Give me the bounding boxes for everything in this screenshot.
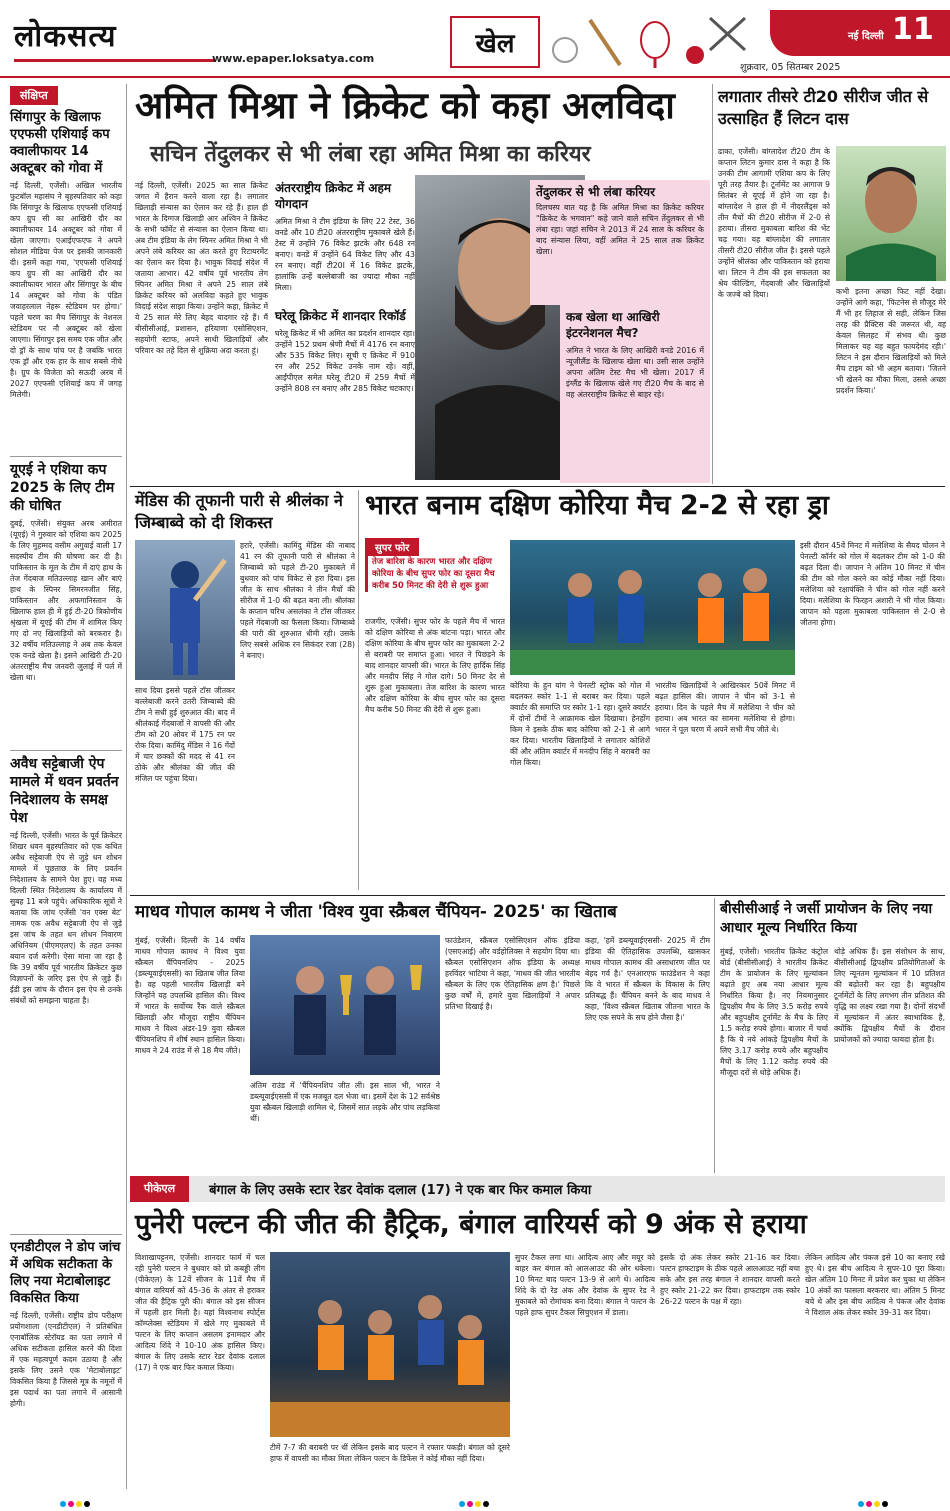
lead-box-international [275, 180, 415, 480]
issue-date: शुक्रवार, 05 सितम्बर 2025 [740, 62, 841, 73]
pkl-body-5: लेकिन आदित्य और पंकज इसे 10 का बनाए रखे हुए थे। इस बीच आदित्य ने सुपर-10 पूरा किया। खेल अंतिम 10 मिनट में प्रवेश कर चुका था लेकिन 10 अंकों का फासला बरकरार था। अंतिम 5 मिनट बचे थे और इस बीच आदित्य ने पंकज और देवांक ने विशाल अंक लेकर स्कोर 39-31 कर दिया। [805, 1253, 945, 1317]
site-url: www.epaper.loksatya.com [212, 52, 375, 65]
brand-name: लोकसत्य [14, 19, 117, 54]
footer-color-marks [0, 1492, 950, 1502]
pkl-body-4: इसके दो अंक लेकर स्कोर 21-16 कर दिया। पल्टन हाफटाइम के ठीक पहले आलआउट नहीं बचा सके और इस तरह बंगाल ने शानदार वापसी करते हुए स्कोर 21-22 कर दिया। हाफटाइम तक स्कोर 26-22 पल्टन के पक्ष में रहा। [660, 1253, 800, 1306]
hockey-headline: भारत बनाम दक्षिण कोरिया मैच 2-2 से रहा ड्रा [365, 490, 829, 521]
lead-box1-body: अमित मिश्रा ने टीम इंडिया के लिए 22 टेस्ट, 36 वनडे और 10 टी20 अंतरराष्ट्रीय मुकाबले खेले हैं। टेस्ट में उन्होंने 76 विकेट झटके और 648 रन बनाए। वनडे में उन्होंने 64 विकेट लिए और 43 रन बनाए। वहीं टी20I में 16 विकेट झटके, हालांकि उन्हें बल्लेबाजी का ज्यादा मौका नहीं मिला। [275, 217, 415, 292]
scrabble-body-2: अंतिम राउंड में 'चैंपियनशिप जीत ली। इस साल भी, भारत ने डब्ल्यूवाईएससी में एक मजबूत दल भेजा था। इसमें देश के 12 सर्वश्रेष्ठ युवा स्क्रैबल खिलाड़ी शामिल थे, जिसमें सात लड़के और पांच लड़कियां थीं। [250, 1081, 440, 1123]
pkl-body-3: सुपर टैकल लगा था। आदित्य आए और मयूर को बाहर कर बंगाल को आलआउट की ओर धकेला। 10 मिनट बाद पल्टन 13-9 से आगे थे। आदित्य शिंदे के दो रेड अंक और देवांक के सुपर रेड ने मुकाबले को रोमांचक बना दिया। बंगाल ने पल्टन के पहले हाफ सुपर टैकल सिचुएशन में डाला। [515, 1253, 655, 1317]
section-title: खेल [475, 29, 515, 59]
brand-logo [14, 14, 214, 62]
masthead [0, 0, 950, 78]
bcci-body: मुंबई, एजेंसी। भारतीय क्रिकेट कंट्रोल बोर्ड (बीसीसीआई) ने भारतीय क्रिकेट टीम के प्रायोजन के लिए मूल्यांकन बढ़ाते हुए अब नया आधार मूल्य निर्धारित किया है। नए नियमानुसार द्विपक्षीय मैच के लिए 3.5 करोड़ रुपये और बहुपक्षीय टूर्नामेंट के मैच के लिए 1.5 करोड़ रुपये होगा। बाजार में चर्चा है कि ये नये आंकड़े द्विपक्षीय मैचों के लिए 3.17 करोड़ रुपये और बहुपक्षीय मैचों के लिए 1.12 करोड़ रुपये की मौजूदा दरों से थोड़े अधिक हैं। [720, 947, 828, 1077]
lead-box3-title: तेंदुलकर से भी लंबा करियर [536, 185, 656, 199]
srilanka-headline: मेंडिस की तूफानी पारी से श्रीलंका ने जिम्बाब्वे को दी शिकस्त [135, 491, 343, 532]
hockey-tag: सुपर फोर [365, 538, 419, 556]
hockey-body-3: भारतीय खिलाड़ियों ने आखिरकार 50वें मिनट में बढ़त हासिल की। जापान ने चीन को 3-1 से हराया। दिन के पहले मैच में मलेशिया ने चीन को हराया। अब भारत का सामना मलेशिया से होगा। भारत ने पूल चरण में अपने सभी मैच जीते थे। [655, 681, 795, 734]
lead-headline: अमित मिश्रा ने क्रिकेट को कहा अलविदा [135, 84, 675, 127]
hockey-players-photo [510, 540, 795, 675]
brief-body-1: नई दिल्ली, एजेंसी। अखिल भारतीय फुटबॉल महासंघ ने बृहस्पतिवार को कहा कि सिंगापुर के खिलाफ एएफसी एशियाई कप ग्रुप सी का आखिरी दौर का क्वालीफायर 14 अक्टूबर को गोवा में खेला जाएगा। एआईएफएफ ने अपने सोशल मीडिया पेज पर इसकी जानकारी दी। इसमें कहा गया, 'एएफसी एशियाई कप ग्रुप सी का आखिरी दौर का क्वालीफायर भारत और सिंगापुर के बीच 14 अक्टूबर को गोवा के पंडित जवाहरलाल नेहरू स्टेडियम पर होगा।' पहले चरण का मैच सिंगापुर के नेशनल स्टेडियम पर नौ अक्टूबर को खेला जाएगा। सिंगापुर इस समय एक जीत और दो ड्रॉ के साथ पांच पर है जबकि भारत एक ड्रॉ और एक हार के साथ सबसे नीचे है। ग्रुप के विजेता को सऊदी अरब में 2027 एएफसी एशियाई कप में जगह मिलेगी। [10, 181, 122, 399]
pkl-body-2: टीमें 7-7 की बराबरी पर थीं लेकिन इसके बाद पल्टन ने रफ्तार पकड़ी। बंगाल को दूसरे हाफ में वापसी का मौका मिला लेकिन पल्टन के डिफेंस ने कोई मौका नहीं दिया। [270, 1443, 510, 1463]
hockey-body-4: इसी दौरान 45वें मिनट में मलेशिया के सैयद चोलन ने पेनल्टी कॉर्नर को गोल में बदलकर टीम को 1-0 की बढ़त दिला दी। जापान ने अंतिम 10 मिनट में चीन की टीम को गोल करने का कोई मौका नहीं दिया। मलेशिया को रक्षापंक्ति ने चीन को गोल नहीं करने दिया। मलेशिया के फिरहन अशारी ने भी गोल किया। जापान को पहला मुकाबला पाकिस्तान से 2-0 से जीतना होगा। [800, 541, 945, 627]
hockey-pullquote: तेज बारिश के कारण भारत और दक्षिण कोरिया के बीच सुपर फोर का दूसरा मैच करीब 50 मिनट की देरी से शुरू हुआ [365, 556, 505, 592]
mendis-batting-photo [135, 540, 235, 680]
lead-box-last-match [560, 305, 710, 483]
sidebar [10, 84, 122, 1489]
brief-headline-3: अवैध सट्टेबाजी ऐप मामले में धवन प्रवर्तन निदेशालय के समक्ष पेश [10, 756, 119, 826]
scrabble-body-3: फाउंडेशन, स्क्रैबल एसोसिएशन ऑफ इंडिया (एसएआई) और वर्डहोलिक्स ने सहयोग दिया था। स्क्रैबल एसोसिएशन ऑफ इंडिया के अध्यक्ष हरविंदर भाटिया ने कहा, 'माधव की जीत भारतीय स्क्रैबल के लिए एक ऐतिहासिक क्षण है।' पिछले कुछ वर्षों में, हमारे युवा खिलाड़ियों ने अपार प्रतिभा दिखाई है। [445, 936, 580, 1011]
lead-box3-body: दिलचस्प बात यह है कि अमित मिश्रा का क्रिकेट करियर "क्रिकेट के भगवान" कहे जाने वाले सचिन तेंदुलकर से भी लंबा रहा। जहां सचिन ने 2013 में 24 साल के करियर के बाद संन्यास लिया, वहीं अमित ने 25 साल तक क्रिकेट खेला। [536, 203, 704, 256]
page-number: 11 [892, 12, 934, 47]
lead-box1-title: अंतरराष्ट्रीय क्रिकेट में अहम योगदान [275, 181, 392, 211]
lead-box2-title: घरेलू क्रिकेट में शानदार रिकॉर्ड [275, 309, 406, 323]
bcci-body-2: थोड़े अधिक हैं। इस संशोधन के साथ, बीसीसीआई द्विपक्षीय प्रतियोगिताओं के लिए न्यूनतम मूल्यांकन में 10 प्रतिशत की बढ़ोतरी कर रहा है। बहुपक्षीय टूर्नामेंटों के लिए लगभग तीन प्रतिशत की वृद्धि का लक्ष्य रखा गया है। दोनों संदर्भों में मूल्यांकन में अंतर स्वाभाविक है, क्योंकि द्विपक्षीय मैचों के दौरान प्रायोजकों को ज्यादा फायदा होता है। [834, 947, 945, 1044]
srilanka-body-2: साथ दिया इससे पहले टॉस जीतकर बल्लेबाजी करने उतरी जिम्बाब्वे की टीम ने सधी हुई शुरुआत की। बाद में श्रीलंकाई गेंदबाजों ने वापसी की और टीम को 20 ओवर में 175 रन पर रोक दिया। कामिंदु मेंडिस ने 16 गेंदों में चार छक्कों की मदद से 41 रन ठोके और श्रीलंका की जीत की मंजिल पर पहुंचा दिया। [135, 686, 235, 783]
lead-box2-body: घरेलू क्रिकेट में भी अमित का प्रदर्शन शानदार रहा। उन्होंने 152 प्रथम श्रेणी मैचों में 4176 रन बनाए और 535 विकेट लिए। सूची ए क्रिकेट में 910 रन और 252 विकेट उनके नाम रहे। वहीं, आईपीएल समेत घरेलू टी20 में 259 मैचों में उन्होंने 808 रन बनाए और 285 विकेट चटकाए। [275, 329, 415, 393]
scrabble-body-4: कहा, 'हमें डब्ल्यूवाईएससी- 2025 में टीम इंडिया की ऐतिहासिक उपलब्धि, खासकर माधव गोपाल कामथ की असाधारण जीत पर बेहद गर्व है।' एनआरएफ फाउंडेशन ने कहा कि वे भारत में स्क्रैबल के विकास के लिए प्रतिबद्ध हैं। चैंपियन बनने के बाद माधव ने कहा, 'विश्व स्क्रैबल खिताब जीतना भारत के लिए एक सपने के सच होने जैसा है।' [585, 936, 710, 1022]
lead-box-career [530, 180, 710, 305]
lead-box4-body: अमित ने भारत के लिए आखिरी वनडे 2016 में न्यूजीलैंड के खिलाफ खेला था। उसी साल उन्होंने अपना अंतिम टेस्ट मैच भी खेला। 2017 में इंग्लैंड के खिलाफ खेले गए टी20 मैच के बाद से वह अंतरराष्ट्रीय क्रिकेट से बाहर रहे। [566, 346, 704, 399]
edition-city: नई दिल्ली [848, 31, 884, 42]
pkl-headline: पुनेरी पल्टन की जीत की हैट्रिक, बंगाल वारियर्स को 9 अंक से हराया [135, 1209, 807, 1240]
brief-headline-4: एनडीटीएल ने डोप जांच में अधिक सटीकता के लिए नया मेटाबोलाइट विकसित किया [10, 1240, 121, 1306]
hockey-body-2: कोरिया के हुन यांग ने पेनल्टी स्ट्रोक को गोल में बदलकर स्कोर 1-1 से बराबर कर दिया। पहले क्वार्टर की समाप्ति पर स्कोर 1-1 रहा। दूसरे क्वार्टर में दोनों टीमों ने आक्रामक खेल दिखाया। हेनहोंग किम ने इसके ठीक बाद कोरिया को 2-1 से आगे कर दिया। भारतीय खिलाड़ियों ने लगातार कोशिशें कीं और अंतिम क्वार्टर में मनदीप सिंह ने बराबरी का गोल किया। [510, 681, 650, 767]
litton-headline: लगातार तीसरे टी20 सीरीज जीत से उत्साहित हैं लिटन दास [718, 87, 929, 128]
lead-subheadline: सचिन तेंदुलकर से भी लंबा रहा अमित मिश्रा का करियर [150, 142, 591, 167]
srilanka-body: हरारे, एजेंसी। कामिंदु मेंडिस की नाबाद 41 रन की तूफानी पारी से श्रीलंका ने जिम्बाब्वे को पहले टी-20 मुकाबले में बुधवार को पांच विकेट से हरा दिया। इस जीत के साथ श्रीलंका ने तीन मैचों की सीरीज में 1-0 की बढ़त बना ली। श्रीलंका के कप्तान चरिथ असलंका ने टॉस जीतकर पहले गेंदबाजी का फैसला किया। जिम्बाब्वे की पारी की शुरुआत धीमी रही। उसके लिए सबसे अधिक रन सिकंदर रजा (28) ने बनाए। [240, 541, 355, 660]
scrabble-champions-photo [250, 935, 440, 1075]
scrabble-headline: माधव गोपाल कामथ ने जीता 'विश्व युवा स्क्रैबल चैंपियन- 2025' का खिताब [135, 902, 617, 922]
section-box [450, 16, 540, 68]
sidebar-label: संक्षिप्त [10, 86, 58, 105]
sports-equipment-icon [545, 10, 760, 70]
brief-headline-2: यूएई ने एशिया कप 2025 के लिए टीम की घोषित [10, 462, 115, 514]
litton-body-2: कभी इतना अच्छा फिट नहीं देखा। उन्होंने आगे कहा, 'फिटनेस से मौजूद मेरे मैं भी हर लिहाज से सही, लेकिन जिस तरह की प्रैक्टिस की जरूरत थी, वह केवल सिलहट में संभव थी। कुछ मिलाकर यह यह बहुत फायदेमंद रही।' लिटन ने इस दौरान खिलाड़ियों को मिले मैच टाइम को भी अहम बताया। 'जितने भी खेलने का मौका मिला, उससे अच्छा प्रदर्शन किया।' [836, 287, 946, 395]
brief-body-4: नई दिल्ली, एजेंसी। राष्ट्रीय डोप परीक्षण प्रयोगशाला (एनडीटीएल) ने प्रतिबंधित एनाबॉलिक स्टेरॉयड का पता लगाने में अधिक सटीकता हासिल करने की दिशा में एक महत्वपूर्ण कदम उठाया है और इसके लिए उसने एक 'मेटाबोलाइट' विकसित किया है जिससे मूत्र के नमूनों में इस पदार्थ का पता लगाने में आसानी होगी। [10, 1311, 122, 1408]
pkl-banner [130, 1176, 945, 1202]
lead-body: नई दिल्ली, एजेंसी। 2025 का साल क्रिकेट जगत में हैरान करने वाला रहा है। लगातार खिलाड़ी संन्यास का ऐलान कर रहे हैं। हाल ही भारत के दिग्गज खिलाड़ी आर अश्विन ने क्रिकेट के सभी फॉर्मेट से संन्यास का ऐलान किया था। अब टीम इंडिया के लेग स्पिनर अमित मिश्रा ने भी अपने लंबे करियर का अंत करते हुए रिटायरमेंट का ऐलान कर दिया है। भावुक विदाई संदेश में जताया आभार। 42 वर्षीय पूर्व भारतीय लेग स्पिनर अमित मिश्रा ने अपने 25 साल लंबे क्रिकेट करियर को अलविदा कहते हुए भावुक विदाई संदेश साझा किया। उन्होंने कहा, क्रिकेट में ये 25 साल मेरे लिए बेहद यादगार रहे हैं। मैं बीसीसीआई, प्रशासन, हरियाणा एसोसिएशन, सहयोगी स्टाफ, अपने साथी खिलाड़ियों और परिवार का तहे दिल से शुक्रिया अदा करता हूं। [135, 181, 268, 355]
pkl-body: विशाखापट्टनम, एजेंसी। शानदार फार्म में चल रही पुनेरी पल्टन ने बुधवार को प्रो कबड्डी लीग (पीकेएल) के 12वें सीजन के 11वें मैच में बंगाल वारियर्स को 45-36 के अंतर से हराकर जीत की हैट्रिक पूरी की। बंगाल को इस सीजन में पहली हार मिली है। यहां विश्वनाथ स्पोर्ट्स कॉम्प्लेक्स स्टेडियम में खेले गए मुकाबले में पल्टन के लिए कप्तान असलम इनामदार और आदित्य शिंदे ने 10-10 अंक हासिल किए। बंगाल के लिए उसके स्टार रेडर देवांक दलाल (17) ने एक बार फिर कमाल किया। [135, 1253, 265, 1372]
brief-body-3: नई दिल्ली, एजेंसी। भारत के पूर्व क्रिकेटर शिखर धवन बृहस्पतिवार को एक कथित अवैध सट्टेबाजी ऐप से जुड़े धन शोधन मामले में पूछताछ के लिए प्रवर्तन निदेशालय के सामने पेश हुए। वह मध्य दिल्ली स्थित निदेशालय के कार्यालय में सुबह 11 बजे पहुंचे। अधिकारिक सूत्रों ने बताया कि जांच एजेंसी 'वन एक्स बेट' नामक एक अवैध सट्टेबाजी ऐप से जुड़े इस जांच के तहत धन शोधन निवारण अधिनियम (पीएमएलए) के तहत उनका बयान दर्ज करेगी। ऐसा माना जा रहा है कि 39 वर्षीय पूर्व भारतीय क्रिकेटर कुछ विज्ञापनों के जरिए इस ऐप से जुड़े हैं। ईडी इस जांच के दौरान इस ऐप से उनके संबंधों को समझना चाहता है। [10, 831, 122, 1005]
pkl-banner-text: बंगाल के लिए उसके स्टार रेडर देवांक दलाल (17) ने एक बार फिर कमाल किया [209, 1183, 592, 1198]
lead-box4-title: कब खेला था आखिरी इंटरनेशनल मैच? [566, 310, 660, 340]
hockey-body: राजगीर, एजेंसी। सुपर फोर के पहले मैच में भारत को दक्षिण कोरिया से अंक बांटना पड़ा। भारत और दक्षिण कोरिया के बीच सुपर फोर का मुकाबला 2-2 से बराबरी पर समाप्त हुआ। भारत ने पिछड़ने के बाद शानदार वापसी की। भारत के लिए हार्दिक सिंह और मनदीप सिंह ने गोल दागे। 50 मिनट देर से शुरू हुआ मुकाबला। तेज बारिश के कारण भारत और दक्षिण कोरिया के बीच सुपर फोर का दूसरा मैच करीब 50 मिनट की देरी से शुरू हुआ। [365, 617, 505, 714]
pkl-tag: पीकेएल [130, 1176, 189, 1202]
brief-headline-1: सिंगापुर के खिलाफ एएफसी एशियाई कप क्वालीफायर 14 अक्टूबर को गोवा में [10, 110, 110, 176]
bcci-headline: बीसीसीआई ने जर्सी प्रायोजन के लिए नया आधार मूल्य निर्धारित किया [720, 901, 933, 936]
kabaddi-match-photo [270, 1252, 510, 1437]
scrabble-body: मुंबई, एजेंसी। दिल्ली के 14 वर्षीय माधव गोपाल कामथ ने विश्व युवा स्क्रैबल चैंपियनशिप - 2025 (डब्ल्यूवाईएससी) का खिताब जीत लिया है। वह पहली भारतीय खिलाड़ी बने जिन्होंने यह उपलब्धि हासिल की। विश्व में भारत के सर्वोच्च रैंक वाले स्क्रैबल खिलाड़ी और मौजूदा राष्ट्रीय चैंपियन माधव ने विश्व अंडर-19 युवा स्क्रैबल चैंपियनशिप में शीर्ष स्थान हासिल किया। माधव ने 24 राउंड में से 18 मैच जीते। [135, 936, 245, 1055]
brief-body-2: दुबई, एजेंसी। संयुक्त अरब अमीरात (यूएई) ने गुरुवार को एशिया कप 2025 के लिए मुहम्मद वसीम अगुवाई वाली 17 सदस्यीय टीम की घोषणा कर दी है। पाकिस्तान के मूल के टीम में दाएं हाथ के तेज गेंदबाज मतिउल्लाह खान और बाएं हाथ के स्पिनर सिमरनजीत सिंह, पाकिस्तान और अफगानिस्तान के खिलाफ हाल ही में हुई टी-20 त्रिकोणीय श्रृंखला में यूएई की टीम में शामिल किए गए दो नए खिलाड़ियों को बरकरार है। 32 वर्षीय मतिउल्लाह ने अब तक केवल एक वनडे खेला है। इसने आखिरी टी-20 अंतरराष्ट्रीय मैच जनवरी जुलाई में पर्ल में खेला था। [10, 519, 122, 682]
litton-body: ढाका, एजेंसी। बांग्लादेश टी20 टीम के कप्तान लिटन कुमार दास ने कहा है कि उनकी टीम आगामी एशिया कप के लिए पूरी तरह तैयार है। टूर्नामेंट का आगाज 9 सितंबर से यूएई में होने जा रहा है। बांग्लादेश ने हाल ही में नीदरलैंड्स को तीन मैचों की टी20 सीरीज में 2-0 से हराया। तीसरा मुकाबला बारिश की भेंट चढ़ गया। यह बांग्लादेश की लगातार तीसरी टी20 सीरीज जीत है। इससे पहले उन्होंने श्रीलंका और पाकिस्तान को हराया था। लिटन ने टीम की इस सफलता का श्रेय फील्डिंग, गेंदबाजी और खिलाड़ियों के जज्बे को दिया। [718, 147, 830, 299]
litton-das-photo [836, 146, 946, 281]
